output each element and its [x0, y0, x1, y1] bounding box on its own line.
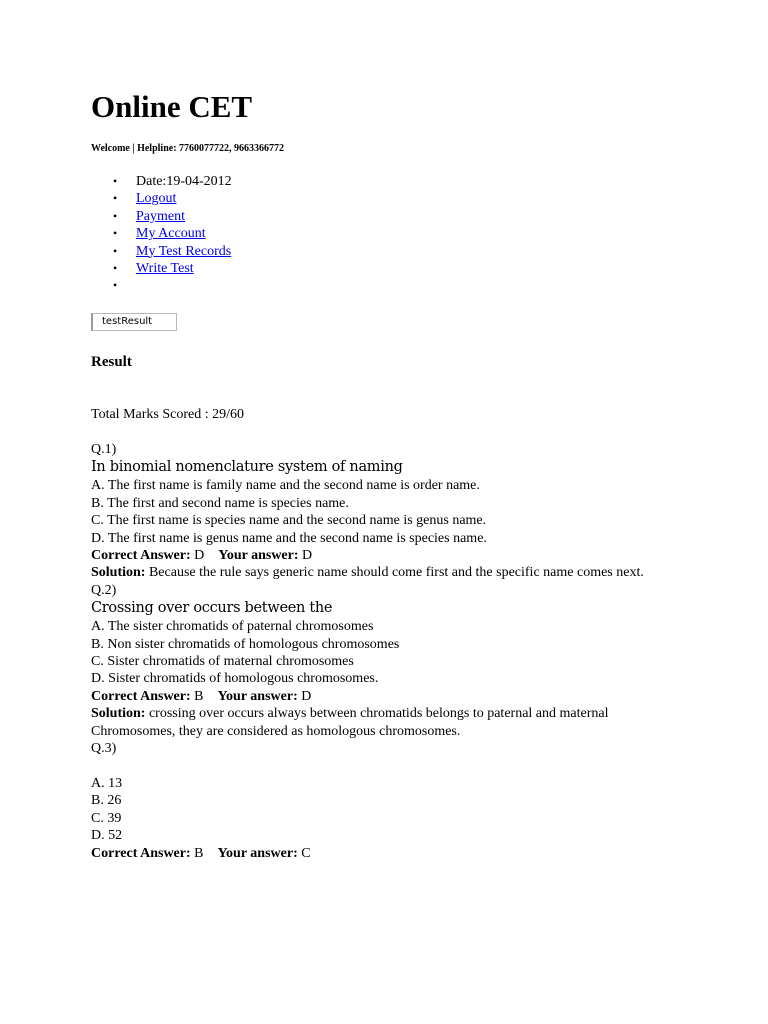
nav-item-my-account	[91, 225, 232, 242]
payment-link[interactable]: Payment	[136, 208, 185, 224]
answer-line	[91, 688, 671, 705]
my-test-records-link[interactable]: My Test Records	[136, 243, 232, 259]
your-answer-value: D	[302, 548, 313, 564]
answer-line	[91, 547, 671, 564]
nav-item-date	[91, 173, 232, 190]
your-answer-value: C	[301, 845, 311, 861]
bullet-icon: •	[113, 260, 118, 275]
write-test-link[interactable]: Write Test	[136, 260, 194, 276]
result-heading: Result	[91, 354, 132, 370]
solution-label: Solution:	[91, 706, 146, 722]
site-title: Online CET	[91, 89, 253, 124]
test-result-button[interactable]: testResult	[91, 313, 177, 331]
question-text: In binomial nomenclature system of naming	[91, 459, 403, 476]
bullet-icon: •	[113, 191, 118, 206]
your-answer-value: D	[301, 688, 312, 704]
bullet-icon: •	[113, 174, 118, 188]
correct-answer-label: Correct Answer:	[91, 548, 191, 564]
correct-answer-label: Correct Answer:	[91, 845, 191, 861]
logout-link[interactable]: Logout	[136, 191, 177, 207]
solution-label: Solution:	[91, 565, 146, 581]
nav-item-empty	[91, 277, 232, 294]
bullet-icon: •	[113, 208, 118, 223]
option-c: C. The first name is species name and the second name is genus name.	[91, 513, 487, 529]
correct-answer-value: B	[194, 845, 204, 861]
question-block	[91, 582, 671, 740]
your-answer-label: Your answer:	[217, 688, 298, 704]
answer-line	[91, 845, 671, 862]
question-number: Q.3)	[91, 741, 117, 757]
option-d: D. The first name is genus name and the second name is species name.	[91, 530, 487, 546]
my-account-link[interactable]: My Account	[136, 226, 206, 242]
solution-text: Because the rule says generic name should come first and the specific name comes next.	[148, 565, 644, 581]
option-b: B. Non sister chromatids of homologous chromosomes	[91, 636, 400, 652]
option-d: D. 52	[91, 828, 123, 844]
bullet-icon: •	[113, 243, 118, 258]
nav-item-my-test-records	[91, 243, 232, 260]
nav-item-payment	[91, 208, 232, 225]
date-label: Date:19-04-2012	[136, 174, 232, 189]
correct-answer-label: Correct Answer:	[91, 688, 191, 704]
option-a: A. The first name is family name and the second name is order name.	[91, 478, 480, 494]
option-a: A. 13	[91, 775, 123, 791]
correct-answer-value: B	[194, 688, 204, 704]
solution-line	[91, 564, 671, 581]
question-number: Q.1)	[91, 442, 117, 457]
question-text	[91, 758, 671, 775]
bullet-icon: •	[113, 226, 118, 241]
helpline-text: Welcome | Helpline: 7760077722, 9663366772	[91, 143, 285, 154]
total-marks: Total Marks Scored : 29/60	[91, 407, 244, 422]
option-b: B. The first and second name is species name.	[91, 495, 349, 511]
option-d: D. Sister chromatids of homologous chromosomes.	[91, 671, 379, 687]
option-c: C. Sister chromatids of maternal chromosomes	[91, 654, 354, 670]
solution-line	[91, 705, 671, 740]
question-block	[91, 441, 671, 582]
bullet-icon: •	[113, 278, 118, 293]
nav-item-write-test	[91, 260, 232, 277]
correct-answer-value: D	[194, 548, 205, 564]
nav-menu	[91, 173, 232, 295]
question-text: Crossing over occurs between the	[91, 600, 333, 617]
option-a: A. The sister chromatids of paternal chromosomes	[91, 619, 374, 635]
option-b: B. 26	[91, 793, 122, 809]
your-answer-label: Your answer:	[218, 548, 299, 564]
question-block	[91, 740, 671, 862]
question-number: Q.2)	[91, 582, 117, 598]
nav-item-logout	[91, 190, 232, 207]
question-list	[91, 441, 671, 862]
solution-text: crossing over occurs always between chromatids belongs to paternal and maternal Chromosomes, they are considered as homologous chromosomes.	[91, 706, 609, 739]
your-answer-label: Your answer:	[217, 845, 298, 861]
option-c: C. 39	[91, 810, 122, 826]
